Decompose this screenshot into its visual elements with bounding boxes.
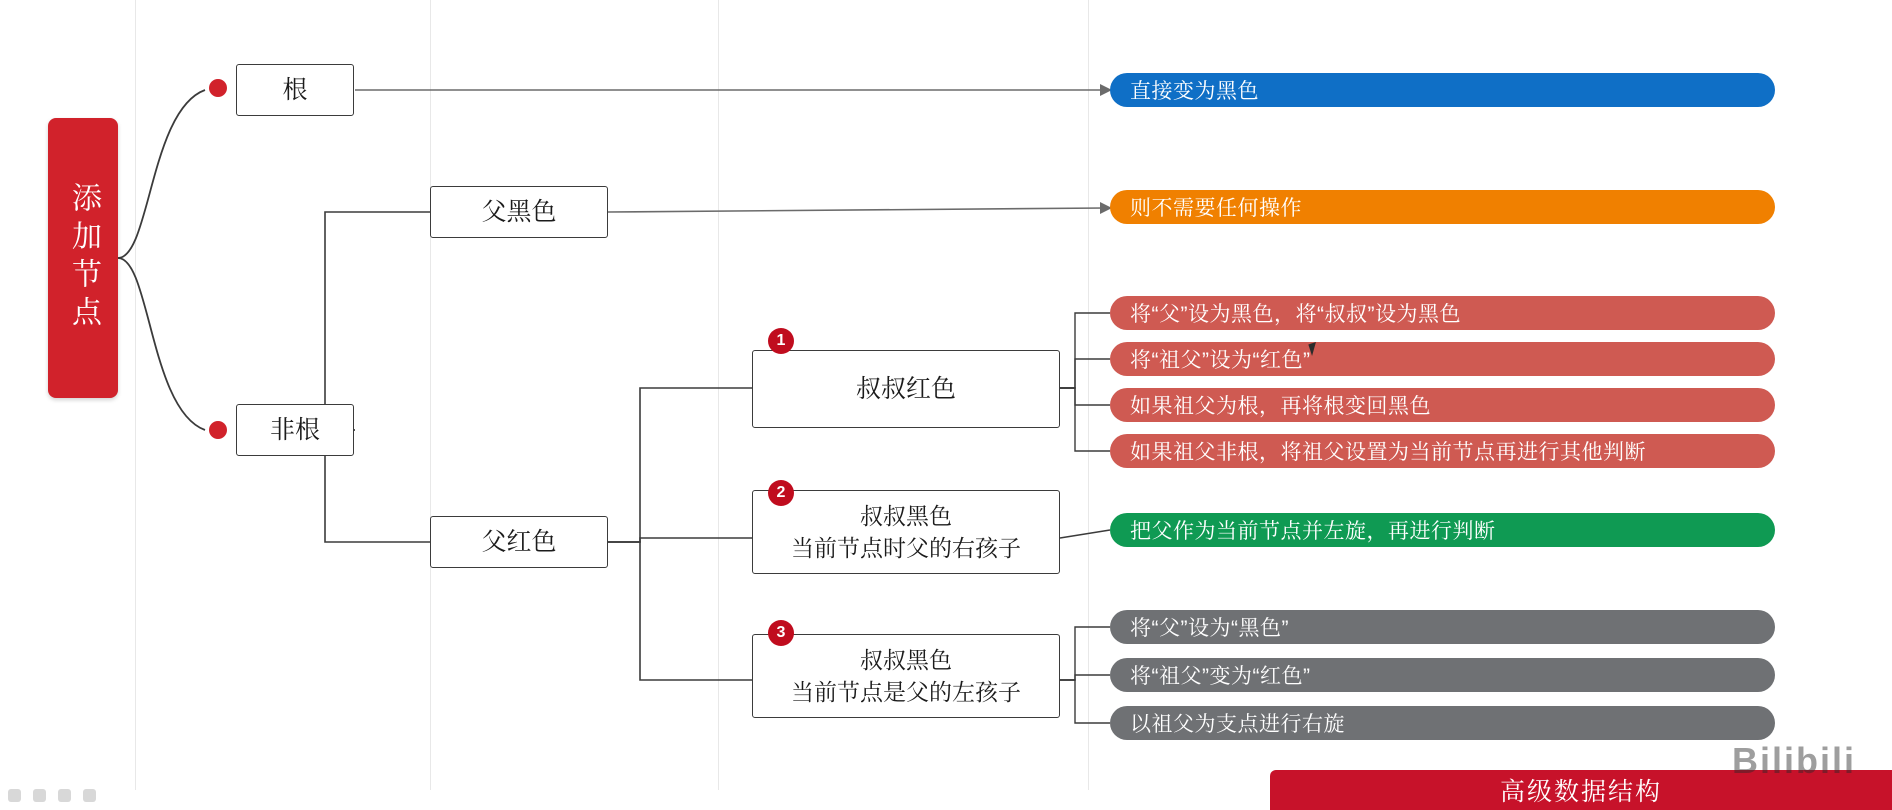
node-parent-black[interactable] — [430, 186, 608, 238]
node-uncle-red[interactable] — [752, 350, 1060, 428]
node-parent-black-label: 父黑色 — [481, 198, 557, 226]
node-parent-red[interactable] — [430, 516, 608, 568]
node-uncle-red-label: 叔叔红色 — [855, 375, 956, 403]
node-parent-red-label: 父红色 — [481, 528, 557, 556]
node-uncle-black-left-child[interactable] — [752, 634, 1060, 718]
taskbar-indicators — [8, 789, 96, 802]
badge-1-label: 1 — [776, 332, 786, 349]
taskbar-dot — [83, 789, 96, 802]
node-root-case[interactable] — [236, 64, 354, 116]
guide-line — [1088, 0, 1089, 790]
taskbar-dot — [58, 789, 71, 802]
root-node-label: 添加节点 — [67, 182, 100, 334]
node-nonroot-case-label: 非根 — [269, 416, 320, 444]
badge-2-label: 2 — [776, 484, 786, 501]
outcome-parent-black-label: 则不需要任何操作 — [1130, 197, 1302, 220]
node-nonroot-case[interactable] — [236, 404, 354, 456]
outcome-parent-black[interactable] — [1110, 190, 1775, 224]
outcome-uncle-red-2[interactable] — [1110, 342, 1775, 376]
badge-3-label: 3 — [776, 624, 786, 641]
node-uncle-black-right-child[interactable] — [752, 490, 1060, 574]
outcome-uncle-black-left-2-label: 将“祖父”变为“红色” — [1130, 665, 1311, 688]
outcome-uncle-red-1-label: 将“父”设为黑色，将“叔叔”设为黑色 — [1130, 303, 1461, 326]
guide-line — [718, 0, 719, 790]
watermark-logo — [1732, 740, 1856, 782]
taskbar-dot — [33, 789, 46, 802]
node-uncle-black-right-child-line1: 叔叔黑色 — [860, 503, 952, 529]
guide-line — [135, 0, 136, 790]
outcome-uncle-red-4[interactable] — [1110, 434, 1775, 468]
outcome-uncle-black-left-1[interactable] — [1110, 610, 1775, 644]
outcome-uncle-black-right-1[interactable] — [1110, 513, 1775, 547]
outcome-uncle-black-left-3[interactable] — [1110, 706, 1775, 740]
outcome-uncle-red-3-label: 如果祖父为根，再将根变回黑色 — [1130, 395, 1431, 418]
outcome-uncle-black-right-1-label: 把父作为当前节点并左旋，再进行判断 — [1130, 520, 1496, 543]
outcome-uncle-red-1[interactable] — [1110, 296, 1775, 330]
outcome-root-label: 直接变为黑色 — [1130, 80, 1259, 103]
badge-1 — [768, 328, 794, 354]
outcome-uncle-red-3[interactable] — [1110, 388, 1775, 422]
node-uncle-black-right-child-line2: 当前节点时父的右孩子 — [791, 535, 1021, 561]
taskbar-dot — [8, 789, 21, 802]
outcome-uncle-black-left-3-label: 以祖父为支点进行右旋 — [1130, 713, 1345, 736]
guide-line — [430, 0, 431, 790]
outcome-uncle-red-4-label: 如果祖父非根，将祖父设置为当前节点再进行其他判断 — [1130, 441, 1646, 464]
badge-3 — [768, 620, 794, 646]
node-uncle-black-left-child-line1: 叔叔黑色 — [860, 647, 952, 673]
outcome-root[interactable] — [1110, 73, 1775, 107]
outcome-uncle-black-left-2[interactable] — [1110, 658, 1775, 692]
node-root-case-label: 根 — [282, 76, 308, 104]
node-uncle-black-left-child-line2: 当前节点是父的左孩子 — [791, 679, 1021, 705]
root-node[interactable] — [48, 118, 118, 398]
outcome-uncle-black-left-1-label: 将“父”设为“黑色” — [1130, 617, 1289, 640]
outcome-uncle-red-2-label: 将“祖父”设为“红色” — [1130, 349, 1311, 372]
bottom-banner-label: 高级数据结构 — [1499, 778, 1662, 806]
watermark-label: Bilibili — [1732, 740, 1856, 781]
badge-2 — [768, 480, 794, 506]
